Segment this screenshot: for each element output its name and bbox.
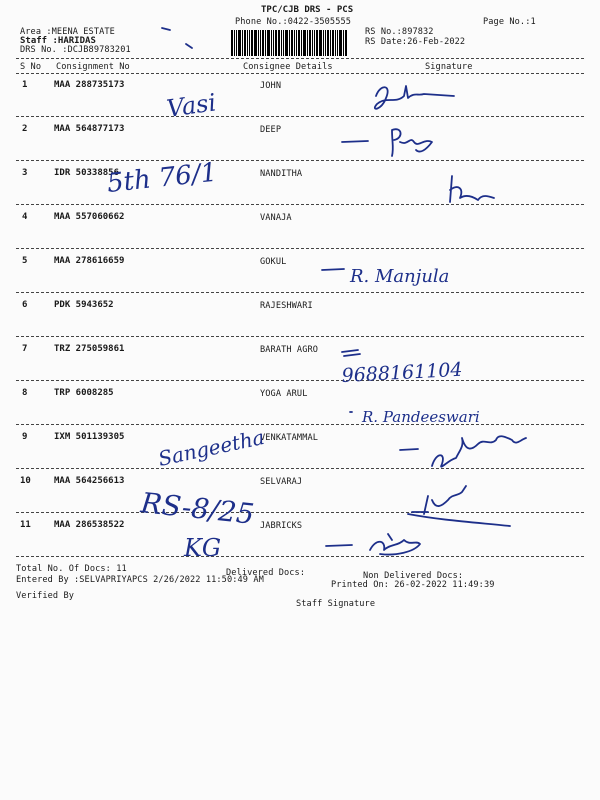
row-divider xyxy=(16,292,584,293)
barcode-bar xyxy=(238,30,241,56)
row-sno: 4 xyxy=(22,212,28,222)
staff-signature: Staff Signature xyxy=(296,599,376,609)
dash-mark-row11 xyxy=(326,545,352,546)
phone-number: Phone No.:0422-3505555 xyxy=(235,17,352,27)
barcode-bar xyxy=(316,30,318,56)
rs-date: RS Date:26-Feb-2022 xyxy=(365,37,466,47)
row-consignee: BARATH AGRO xyxy=(260,345,319,355)
barcode-bar xyxy=(231,30,233,56)
row-consignee: JOHN xyxy=(260,81,282,91)
barcode-bar xyxy=(301,30,302,56)
barcode-bar xyxy=(307,30,308,56)
row-consignee: SELVARAJ xyxy=(260,477,303,487)
handwritten-name-row9: Sangeetha xyxy=(156,424,267,471)
row-divider xyxy=(16,336,584,337)
barcode-bar xyxy=(265,30,266,56)
barcode-bar xyxy=(309,30,311,56)
barcode-bar xyxy=(275,30,277,56)
barcode-bar xyxy=(262,30,264,56)
barcode-bar xyxy=(278,30,280,56)
barcode-bar xyxy=(298,30,300,56)
handwritten-phone-row7: 9688161104 xyxy=(341,358,463,387)
row-consignee: GOKUL xyxy=(260,257,287,267)
row-consignment-no: MAA 288735173 xyxy=(54,80,125,90)
row-divider xyxy=(16,380,584,381)
row-sno: 11 xyxy=(20,520,31,530)
row-consignment-no: MAA 286538522 xyxy=(54,520,125,530)
row-consignee: RAJESHWARI xyxy=(260,301,313,311)
col-header-sno: S No xyxy=(20,62,42,72)
row-sno: 3 xyxy=(22,168,28,178)
non-delivered-docs: Non Delivered Docs: xyxy=(363,571,464,581)
handwritten-note-row10: RS-8/25 xyxy=(139,486,256,531)
barcode-bar xyxy=(289,30,290,56)
row-consignment-no: MAA 564877173 xyxy=(54,124,125,134)
barcode-bar xyxy=(236,30,237,56)
row-consignee: DEEP xyxy=(260,125,282,135)
row-divider xyxy=(16,468,584,469)
row-sno: 1 xyxy=(22,80,28,90)
entered-by: Entered By :SELVAPRIYAPCS 2/26/2022 11:50:49 AM xyxy=(16,575,264,585)
barcode-bar xyxy=(251,30,253,56)
barcode-bar xyxy=(260,30,261,56)
handwritten-note-row3: 5th 76/1 xyxy=(105,157,219,199)
row-consignee: JABRICKS xyxy=(260,521,303,531)
barcode-bar xyxy=(337,30,338,56)
row-consignee: VENKATAMMAL xyxy=(260,433,319,443)
barcode-bar xyxy=(296,30,297,56)
printed-on: Printed On: 26-02-2022 11:49:39 xyxy=(331,580,495,590)
barcode-bar xyxy=(319,30,322,56)
row-sno: 9 xyxy=(22,432,28,442)
barcode-bar xyxy=(249,30,250,56)
signature-row2 xyxy=(392,129,432,156)
barcode-bar xyxy=(294,30,295,56)
row-consignment-no: IXM 501139305 xyxy=(54,432,125,442)
document-title: TPC/CJB DRS - PCS xyxy=(261,5,354,15)
barcode-bar xyxy=(285,30,288,56)
barcode xyxy=(231,30,355,56)
col-header-consignment: Consignment No xyxy=(56,62,130,72)
tick-mark-top xyxy=(162,28,192,48)
barcode-bar xyxy=(314,30,315,56)
page-number: Page No.:1 xyxy=(483,17,536,27)
barcode-bar xyxy=(327,30,329,56)
barcode-bar xyxy=(271,30,272,56)
row-sno: 6 xyxy=(22,300,28,310)
row-divider xyxy=(16,512,584,513)
signature-row3 xyxy=(450,176,494,202)
dash-mark-row5 xyxy=(322,269,344,270)
signature-row11 xyxy=(370,534,420,555)
col-header-consignee: Consignee Details xyxy=(243,62,333,72)
barcode-bar xyxy=(303,30,306,56)
signature-row9 xyxy=(432,436,526,467)
row-consignee: NANDITHA xyxy=(260,169,303,179)
barcode-bar xyxy=(343,30,344,56)
row-consignment-no: MAA 564256613 xyxy=(54,476,125,486)
barcode-bar xyxy=(267,30,270,56)
verified-by: Verified By xyxy=(16,591,75,601)
barcode-bar xyxy=(312,30,313,56)
barcode-bar xyxy=(335,30,336,56)
dash-mark-row9 xyxy=(400,449,418,450)
barcode-bar xyxy=(234,30,235,56)
row-consignment-no: PDK 5943652 xyxy=(54,300,114,310)
barcode-bar xyxy=(332,30,334,56)
handwritten-note-row1: Vasi xyxy=(164,88,218,123)
barcode-bar xyxy=(244,30,246,56)
row-sno: 2 xyxy=(22,124,28,134)
signature-row1 xyxy=(375,86,454,109)
row-divider xyxy=(16,556,584,557)
row-divider xyxy=(16,248,584,249)
row-consignment-no: IDR 50338856 xyxy=(54,168,120,178)
barcode-bar xyxy=(339,30,342,56)
barcode-bar xyxy=(291,30,293,56)
col-header-signature: Signature xyxy=(425,62,473,72)
signature-row10 xyxy=(408,486,510,526)
row-sno: 10 xyxy=(20,476,31,486)
handwritten-note-row11: KG xyxy=(184,534,222,562)
row-consignment-no: MAA 557060662 xyxy=(54,212,125,222)
delivered-docs: Delivered Docs: xyxy=(226,568,306,578)
row-sno: 5 xyxy=(22,256,28,266)
barcode-bar xyxy=(258,30,259,56)
area-label: Area :MEENA ESTATE xyxy=(20,27,115,37)
row-consignee: VANAJA xyxy=(260,213,292,223)
row-sno: 7 xyxy=(22,344,28,354)
row-divider xyxy=(16,204,584,205)
rs-number: RS No.:897832 xyxy=(365,27,434,37)
row-divider xyxy=(16,160,584,161)
barcode-bar xyxy=(283,30,284,56)
row-consignment-no: MAA 278616659 xyxy=(54,256,125,266)
row-consignment-no: TRP 6008285 xyxy=(54,388,114,398)
staff-label: Staff :HARIDAS xyxy=(20,36,96,46)
header-divider xyxy=(16,58,584,59)
barcode-bar xyxy=(330,30,331,56)
barcode-bar xyxy=(273,30,274,56)
barcode-bar xyxy=(345,30,347,56)
barcode-bar xyxy=(323,30,324,56)
barcode-bar xyxy=(242,30,243,56)
row-divider xyxy=(16,424,584,425)
strike-mark-row7 xyxy=(342,350,360,356)
barcode-bar xyxy=(281,30,282,56)
row-sno: 8 xyxy=(22,388,28,398)
barcode-bar xyxy=(254,30,257,56)
row-consignee: YOGA ARUL xyxy=(260,389,308,399)
column-header-divider xyxy=(16,73,584,74)
drs-number: DRS No. :DCJB89783201 xyxy=(20,45,131,55)
total-docs: Total No. Of Docs: 11 xyxy=(16,564,127,574)
barcode-bar xyxy=(247,30,248,56)
signature-row5: R. Manjula xyxy=(350,266,450,287)
signature-row8: R. Pandeeswari xyxy=(362,408,480,426)
row-consignment-no: TRZ 275059861 xyxy=(54,344,125,354)
row-divider xyxy=(16,116,584,117)
dash-mark-row2 xyxy=(342,141,368,142)
barcode-bar xyxy=(325,30,326,56)
